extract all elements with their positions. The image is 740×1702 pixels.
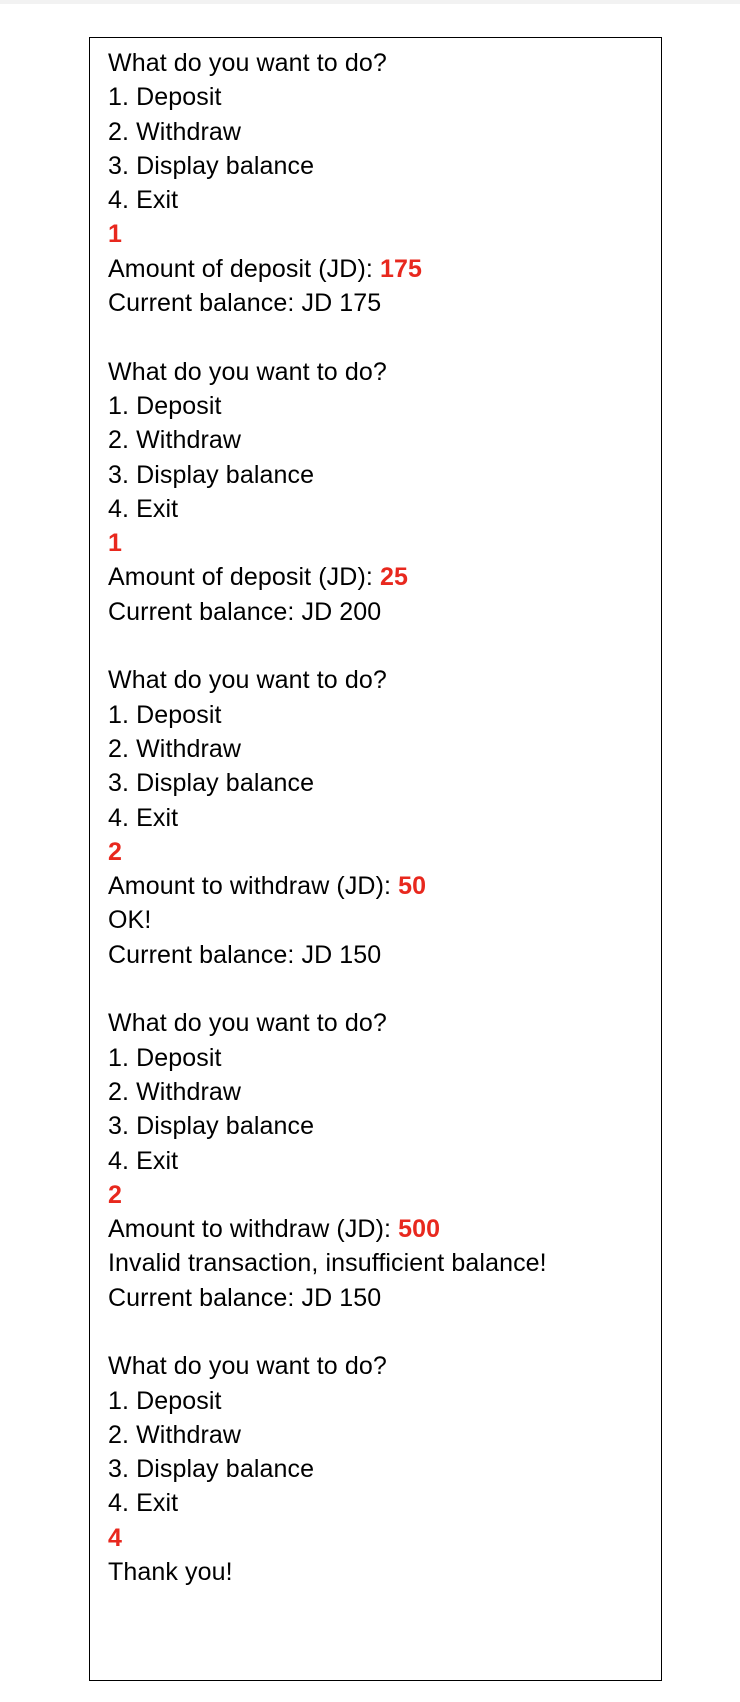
blank-line xyxy=(108,1315,653,1349)
console-text-line: Current balance: JD 175 xyxy=(108,289,382,318)
user-menu-choice xyxy=(108,835,653,869)
console-output-box xyxy=(89,37,662,1681)
amount-prompt-label: Amount of deposit (JD): xyxy=(108,563,380,592)
amount-prompt-label: Amount to withdraw (JD): xyxy=(108,872,399,901)
console-text-line: What do you want to do? xyxy=(108,357,387,386)
console-text-line: 1. Deposit xyxy=(108,1386,222,1415)
console-text-line: Thank you! xyxy=(108,1558,233,1587)
console-text-line: 2. Withdraw xyxy=(108,734,242,763)
console-text-line: 2. Withdraw xyxy=(108,1420,242,1449)
console-text-line: 2. Withdraw xyxy=(108,117,242,146)
console-text-line: What do you want to do? xyxy=(108,1352,387,1381)
console-text-line: What do you want to do? xyxy=(108,1009,387,1038)
console-text-line: 2. Withdraw xyxy=(108,1077,242,1106)
top-strip xyxy=(0,0,740,4)
console-text-line: Current balance: JD 200 xyxy=(108,597,382,626)
user-menu-choice xyxy=(108,526,653,560)
user-input-value: 500 xyxy=(398,1215,441,1244)
user-input-value: 4 xyxy=(108,1523,123,1552)
console-text-line: Invalid transaction, insufficient balance! xyxy=(108,1249,547,1278)
console-text-line: 3. Display balance xyxy=(108,460,315,489)
blank-line xyxy=(108,629,653,663)
user-input-value: 1 xyxy=(108,220,123,249)
console-text-line: 3. Display balance xyxy=(108,769,315,798)
console-text-line: 4. Exit xyxy=(108,186,179,215)
amount-prompt-label: Amount to withdraw (JD): xyxy=(108,1215,399,1244)
console-text-line: 3. Display balance xyxy=(108,151,315,180)
console-text-line: What do you want to do? xyxy=(108,49,387,77)
console-text-line: What do you want to do? xyxy=(108,666,387,695)
console-text-line: Current balance: JD 150 xyxy=(108,1283,382,1312)
user-input-value: 2 xyxy=(108,837,123,866)
user-menu-choice xyxy=(108,1521,653,1555)
amount-prompt-line xyxy=(108,1212,653,1246)
console-text-line: 4. Exit xyxy=(108,1146,179,1175)
console-text-line: Current balance: JD 150 xyxy=(108,940,382,969)
amount-prompt-line xyxy=(108,560,653,594)
amount-prompt-line xyxy=(108,252,653,286)
user-input-value: 50 xyxy=(398,872,427,901)
user-input-value: 1 xyxy=(108,529,123,558)
console-text-line: 2. Withdraw xyxy=(108,426,242,455)
console-text-line: 4. Exit xyxy=(108,494,179,523)
console-output-content xyxy=(108,46,653,1589)
amount-prompt-label: Amount of deposit (JD): xyxy=(108,254,380,283)
console-text-line: 3. Display balance xyxy=(108,1455,315,1484)
user-menu-choice xyxy=(108,1178,653,1212)
console-text-line: 4. Exit xyxy=(108,1489,179,1518)
blank-line xyxy=(108,320,653,354)
user-input-value: 25 xyxy=(379,563,408,592)
amount-prompt-line xyxy=(108,869,653,903)
console-text-line: 1. Deposit xyxy=(108,391,222,420)
console-text-line: 1. Deposit xyxy=(108,700,222,729)
user-input-value: 2 xyxy=(108,1180,123,1209)
user-input-value: 175 xyxy=(379,254,422,283)
console-text-line: 3. Display balance xyxy=(108,1112,315,1141)
blank-line xyxy=(108,972,653,1006)
user-menu-choice xyxy=(108,217,653,251)
console-text-line: 1. Deposit xyxy=(108,83,222,112)
console-text-line: 1. Deposit xyxy=(108,1043,222,1072)
console-text-line: OK! xyxy=(108,906,152,935)
console-text-line: 4. Exit xyxy=(108,803,179,832)
